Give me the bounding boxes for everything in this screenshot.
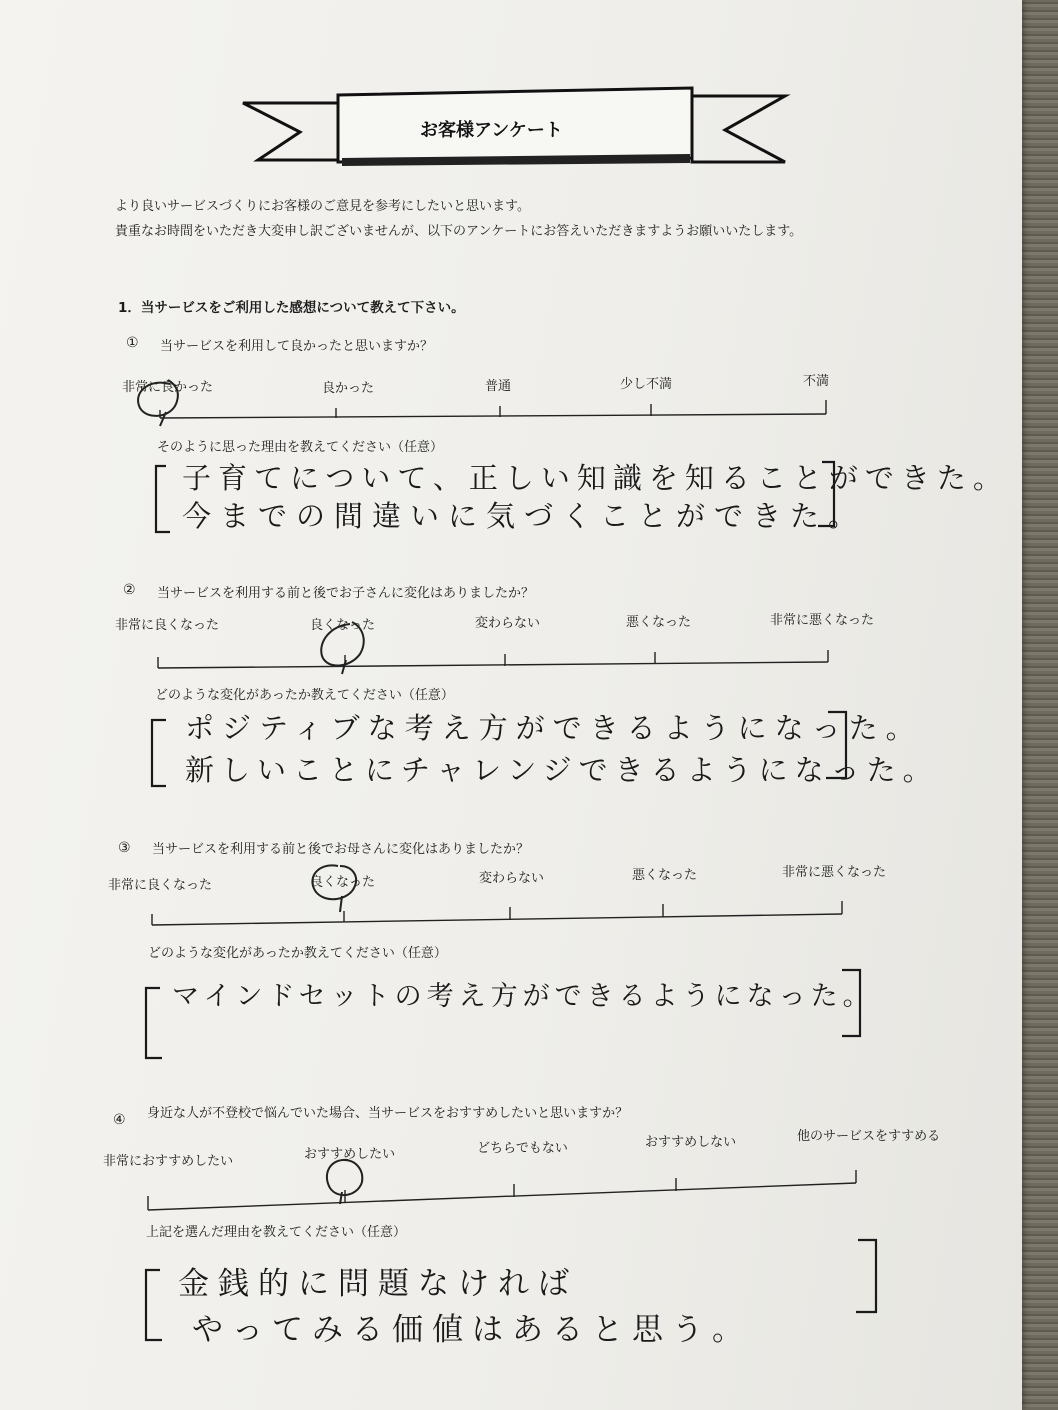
- rating-scale-1: [160, 400, 826, 418]
- reason-prompt: そのように思った理由を教えてください（任意）: [157, 440, 444, 455]
- scale-option-5: 不満: [803, 374, 830, 389]
- selection-mark-3: [312, 865, 356, 912]
- scale-option-1: 非常に良くなった: [115, 618, 220, 633]
- scale-option-3: 変わらない: [479, 871, 545, 886]
- question-number: ③: [118, 840, 131, 856]
- rating-scale-3: [152, 901, 842, 925]
- answer-line-1: ポジティブな考え方ができるようになった。: [185, 711, 923, 745]
- scale-option-1: 非常に良かった: [122, 380, 214, 395]
- scale-option-4: 悪くなった: [632, 868, 698, 883]
- answer-bracket-1: [156, 462, 834, 532]
- answer-line-2: 新しいことにチャレンジできるようになった。: [185, 753, 939, 787]
- scale-option-2: 良くなった: [310, 618, 376, 633]
- scale-option-2: おすすめしたい: [304, 1147, 396, 1162]
- answer-line-2: 今までの間違いに気づくことができた。: [182, 499, 867, 533]
- scale-option-1: 非常におすすめしたい: [103, 1154, 234, 1169]
- reason-prompt: どのような変化があったか教えてください（任意）: [148, 946, 447, 961]
- answer-line-1: 子育てについて、正しい知識を知ることができた。: [182, 461, 1009, 495]
- section-heading: 1．当サービスをご利用した感想について教えて下さい。: [118, 300, 465, 316]
- intro-line-2: 貴重なお時間をいただき大変申し訳ございませんが、以下のアンケートにお答えいただきますようお願いいたします。: [115, 224, 803, 239]
- question-number: ①: [126, 335, 139, 351]
- scale-option-5: 非常に悪くなった: [770, 613, 875, 628]
- answer-bracket-4: [146, 1240, 876, 1340]
- question-text: 当サービスを利用する前と後でお母さんに変化はありましたか？: [152, 842, 530, 857]
- scale-option-2: 良くなった: [310, 875, 376, 890]
- question-text: 当サービスを利用する前と後でお子さんに変化はありましたか？: [157, 586, 535, 601]
- answer-line-1: マインドセットの考え方ができるようになった。: [172, 981, 875, 1012]
- rating-scale-2: [158, 650, 828, 668]
- scale-option-4: 悪くなった: [626, 615, 692, 630]
- scale-option-4: 少し不満: [620, 377, 673, 392]
- scale-option-3: どちらでもない: [477, 1141, 568, 1156]
- question-text: 身近な人が不登校で悩んでいた場合、当サービスをおすすめしたいと思いますか？: [147, 1106, 629, 1121]
- scale-option-5: 他のサービスをすすめる: [797, 1129, 941, 1144]
- answer-line-2: やってみる価値はあると思う。: [192, 1312, 752, 1348]
- scale-option-3: 普通: [485, 379, 512, 394]
- reason-prompt: どのような変化があったか教えてください（任意）: [155, 688, 454, 703]
- answer-bracket-3: [146, 970, 860, 1058]
- answer-line-1: 金銭的に問題なければ: [178, 1266, 578, 1302]
- scale-option-2: 良かった: [322, 381, 375, 396]
- question-number: ②: [123, 582, 136, 598]
- question-text: 当サービスを利用して良かったと思いますか？: [160, 339, 434, 354]
- answer-bracket-2: [152, 712, 846, 786]
- scale-option-1: 非常に良くなった: [108, 878, 213, 893]
- survey-title: お客様アンケート: [420, 120, 563, 141]
- scale-option-4: おすすめしない: [645, 1135, 737, 1150]
- reason-prompt: 上記を選んだ理由を教えてください（任意）: [146, 1225, 407, 1240]
- intro-line-1: より良いサービスづくりにお客様のご意見を参考にしたいと思います。: [115, 199, 530, 214]
- scale-option-5: 非常に悪くなった: [782, 865, 887, 880]
- selection-mark-1: [138, 380, 178, 426]
- scale-option-3: 変わらない: [475, 616, 541, 631]
- rating-scale-4: [148, 1170, 856, 1210]
- question-number: ④: [113, 1112, 126, 1128]
